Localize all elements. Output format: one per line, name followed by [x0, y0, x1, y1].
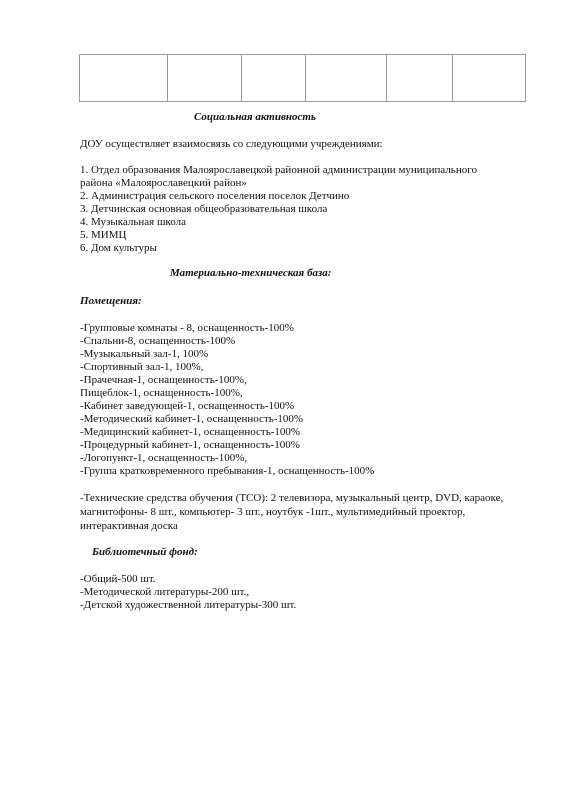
list-item: 6. Дом культуры	[80, 242, 157, 254]
social-intro: ДОУ осуществляет взаимосвязь со следующими учреждениями:	[80, 138, 383, 150]
table-cell	[453, 55, 526, 102]
tso-line: интерактивная доска	[80, 520, 178, 532]
list-item: 3. Детчинская основная общеобразовательная школа	[80, 203, 328, 215]
list-item: -Спортивный зал-1, 100%,	[80, 361, 204, 373]
list-item: -Методической литературы-200 шт.,	[80, 586, 250, 598]
list-item: Пищеблок-1, оснащенность-100%,	[80, 387, 243, 399]
list-item: -Спальни-8, оснащенность-100%	[80, 335, 236, 347]
list-item: района «Малоярославецкий район»	[80, 177, 247, 189]
table-cell	[387, 55, 453, 102]
list-item: 1. Отдел образования Малоярославецкой районной администрации муниципального	[80, 164, 477, 176]
tso-line: магнитофоны- 8 шт., компьютер- 3 шт., ноутбук -1шт., мультимедийный проектор,	[80, 506, 466, 518]
list-item: -Музыкальный зал-1, 100%	[80, 348, 209, 360]
list-item: -Группа кратковременного пребывания-1, оснащенность-100%	[80, 465, 375, 477]
library-heading: Библиотечный фонд:	[92, 546, 198, 558]
table-cell	[168, 55, 242, 102]
list-item: -Общий-500 шт.	[80, 573, 156, 585]
list-item: -Логопункт-1, оснащенность-100%,	[80, 452, 248, 464]
list-item: 2. Администрация сельского поселения поселок Детчино	[80, 190, 350, 202]
list-item: -Прачечная-1, оснащенность-100%,	[80, 374, 247, 386]
table-cell	[80, 55, 168, 102]
list-item: -Групповые комнаты - 8, оснащенность-100%	[80, 322, 294, 334]
social-heading: Социальная активность	[194, 111, 316, 123]
list-item: -Процедурный кабинет-1, оснащенность-100%	[80, 439, 300, 451]
table-cell	[242, 55, 306, 102]
tso-line: -Технические средства обучения (ТСО): 2 телевизора, музыкальный центр, DVD, караоке,	[80, 492, 504, 504]
material-heading: Материально-техническая база:	[170, 267, 332, 279]
empty-table	[79, 54, 526, 102]
list-item: 4. Музыкальная школа	[80, 216, 186, 228]
list-item: -Кабинет заведующей-1, оснащенность-100%	[80, 400, 295, 412]
table-row	[80, 55, 526, 102]
list-item: -Методический кабинет-1, оснащенность-100%	[80, 413, 304, 425]
list-item: -Медицинский кабинет-1, оснащенность-100%	[80, 426, 301, 438]
list-item: 5. МИМЦ	[80, 229, 127, 241]
list-item: -Детской художественной литературы-300 шт.	[80, 599, 297, 611]
table-cell	[306, 55, 387, 102]
rooms-heading: Помещения:	[80, 295, 142, 307]
